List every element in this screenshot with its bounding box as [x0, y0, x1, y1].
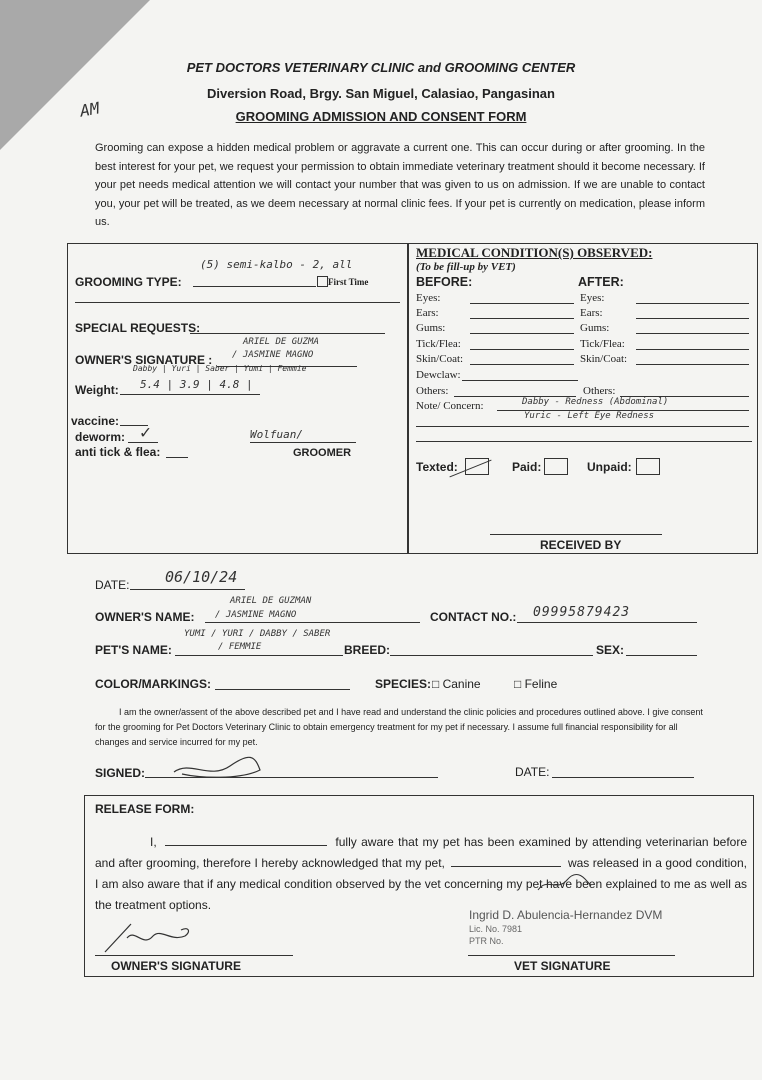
release-text-b: was released in a good condition, I am also aware that if any medical condition observed by the vet concerning my pet have been explained to me as well as the treatment options.	[95, 856, 747, 912]
feline-option[interactable]: □ Feline	[514, 677, 558, 691]
release-i: I,	[150, 835, 157, 849]
color-markings-label: COLOR/MARKINGS:	[95, 677, 211, 691]
after-row-label: Tick/Flea:	[580, 338, 625, 350]
pets-row: Dabby | Yuri | Saber | Yumi | Femmie	[133, 364, 307, 373]
breed-label: BREED:	[344, 643, 391, 657]
before-label: BEFORE:	[416, 275, 473, 289]
after-row-label: Ears:	[580, 307, 603, 319]
pet-name-line2: / FEMMIE	[218, 642, 262, 652]
before-row-line[interactable]	[470, 318, 574, 319]
consent-text: I am the owner/assent of the above described pet and I have read and understand the clinic policies and procedures outlined above. I give consent for the grooming for Pet Doctors Veterinary Clinic to obtain emergency treatment for my pet if necessary. I assume full financial responsibility for all changes and service incurred for my pet.	[95, 707, 703, 747]
groomer-label: GROOMER	[293, 447, 352, 459]
deworm-label: deworm:	[75, 430, 126, 444]
owner-signature-line1: ARIEL DE GUZMA	[243, 337, 319, 347]
medical-subtitle: (To be fill-up by VET)	[416, 261, 516, 273]
date-value[interactable]: 06/10/24	[165, 568, 238, 586]
before-row-label: Skin/Coat:	[416, 353, 464, 365]
release-text	[95, 832, 747, 916]
corner-note: AM	[78, 98, 101, 121]
release-title: RELEASE FORM:	[95, 802, 195, 816]
before-row-line[interactable]	[470, 364, 574, 365]
owner-release-signature	[95, 918, 195, 958]
before-row-line[interactable]	[470, 333, 574, 334]
after-row-line[interactable]	[636, 333, 749, 334]
deworm-check-mark[interactable]: ✓	[140, 422, 151, 443]
note-value-1: Dabby - Redness (Abdominal)	[522, 397, 669, 407]
after-row-line[interactable]	[636, 364, 749, 365]
owner-signature-label: OWNER'S SIGNATURE :	[75, 353, 213, 367]
texted-label: Texted:	[416, 460, 458, 474]
before-row-label: Tick/Flea:	[416, 338, 461, 350]
dewclaw-label: Dewclaw:	[416, 369, 461, 381]
date2-label: DATE:	[515, 765, 550, 779]
paid-checkbox[interactable]	[544, 458, 568, 475]
vet-signature-label: VET SIGNATURE	[514, 959, 611, 973]
medical-title: MEDICAL CONDITION(S) OBSERVED:	[416, 245, 653, 260]
intro-paragraph: Grooming can expose a hidden medical problem or aggravate a current one. This can occur during or after grooming. In the best interest for your pet, we request your permission to obtain immediate veterinary treatment should it become necessary. If your pet needs medical attention we will contact your number that was given to us on admission. If we are unable to contact you, your pet will be treated, as we deem necessary at normal clinic fees. If your pet is currently on medication, please inform us.	[95, 142, 705, 228]
grooming-type-label: GROOMING TYPE:	[75, 275, 182, 289]
after-row-label: Gums:	[580, 322, 610, 334]
unpaid-label: Unpaid:	[587, 460, 632, 474]
vet-name-stamp: Ingrid D. Abulencia-Hernandez DVM	[469, 908, 663, 922]
note-label: Note/ Concern:	[416, 400, 484, 412]
contact-value[interactable]: 09995879423	[533, 605, 631, 620]
folded-page-corner	[0, 0, 150, 150]
paid-label: Paid:	[512, 460, 542, 474]
vaccine-label: vaccine:	[71, 414, 120, 428]
others-after-label: Others:	[583, 385, 616, 397]
species-label: SPECIES:	[375, 677, 432, 691]
after-row-line[interactable]	[636, 318, 749, 319]
after-label: AFTER:	[578, 275, 624, 289]
received-by-label: RECEIVED BY	[540, 538, 622, 552]
after-row-line[interactable]	[636, 349, 749, 350]
before-row-label: Ears:	[416, 307, 439, 319]
vet-ptr: PTR No.	[469, 936, 504, 946]
pet-name-label: PET'S NAME:	[95, 643, 172, 657]
owner-name-label: OWNER'S NAME:	[95, 610, 195, 624]
first-time-checkbox[interactable]	[317, 276, 328, 287]
others-before-label: Others:	[416, 385, 449, 397]
grooming-type-value[interactable]: (5) semi-kalbo - 2, all	[200, 258, 353, 271]
weight-label: Weight:	[75, 383, 119, 397]
date-label: DATE:	[95, 578, 130, 592]
before-row-line[interactable]	[470, 349, 574, 350]
owner-name-line1: ARIEL DE GUZMAN	[230, 596, 312, 606]
groomer-name: Wolfuan/	[250, 428, 303, 441]
clinic-address: Diversion Road, Brgy. San Miguel, Calasiao, Pangasinan	[207, 86, 555, 101]
pet-name-line1: YUMI / YURI / DABBY / SABER	[184, 629, 331, 639]
after-row-label: Eyes:	[580, 292, 605, 304]
after-row-line[interactable]	[636, 303, 749, 304]
owner-name-line2: / JASMINE MAGNO	[215, 610, 297, 620]
before-row-line[interactable]	[470, 303, 574, 304]
note-value-2: Yuric - Left Eye Redness	[524, 411, 655, 421]
clinic-name: PET DOCTORS VETERINARY CLINIC and GROOMING CENTER	[186, 60, 576, 75]
form-title: GROOMING ADMISSION AND CONSENT FORM	[235, 109, 527, 124]
special-requests-label: SPECIAL REQUESTS:	[75, 321, 201, 335]
sex-label: SEX:	[596, 643, 625, 657]
anti-tick-label: anti tick & flea:	[75, 445, 161, 459]
weight-values[interactable]: 5.4 | 3.9 | 4.8 |	[140, 378, 253, 391]
unpaid-checkbox[interactable]	[636, 458, 660, 475]
vet-license: Lic. No. 7981	[469, 924, 523, 934]
signed-label: SIGNED:	[95, 766, 146, 780]
grooming-box	[67, 243, 409, 554]
before-row-label: Eyes:	[416, 292, 441, 304]
first-time-label: First Time	[328, 277, 369, 287]
vet-signature-scribble	[535, 872, 595, 897]
before-row-label: Gums:	[416, 322, 446, 334]
after-row-label: Skin/Coat:	[580, 353, 628, 365]
owner-signature-release-label: OWNER'S SIGNATURE	[111, 959, 241, 973]
owner-signature-line2: / JASMINE MAGNO	[232, 350, 314, 360]
contact-label: CONTACT NO.:	[430, 610, 517, 624]
canine-option[interactable]: □ Canine	[432, 677, 481, 691]
release-text-a: fully aware that my pet has been examined by attending veterinarian before and after grooming, therefore I hereby acknowledged that my pet,	[95, 835, 747, 870]
